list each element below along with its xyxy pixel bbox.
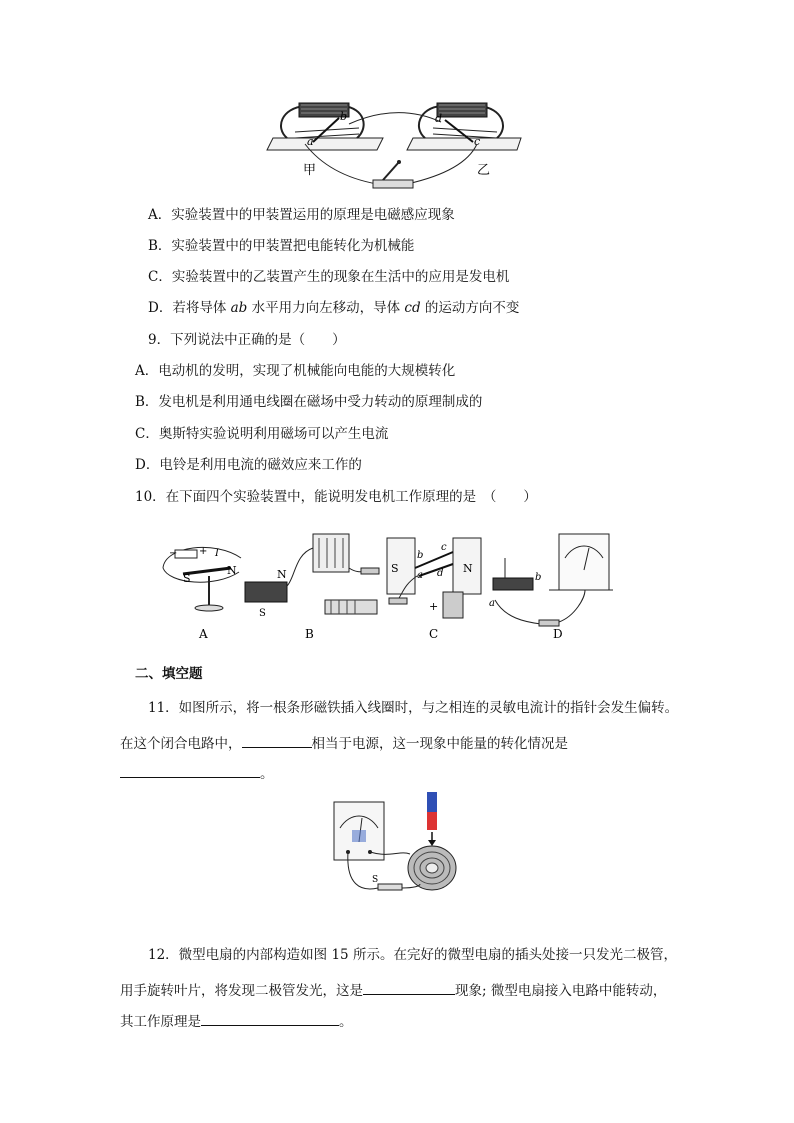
q12-line3-post: 。: [339, 1014, 353, 1030]
switch-lever: [383, 162, 399, 180]
q9-option-c: C．奥斯特实验说明利用磁场可以产生电流: [135, 426, 389, 442]
a-s: S: [183, 572, 191, 585]
d-b: b: [535, 572, 542, 583]
c-n: N: [463, 562, 473, 575]
q8-var-ab: ab: [230, 300, 248, 316]
a-plus: +: [199, 546, 208, 557]
label-b: b: [340, 110, 348, 123]
q11-figure: [330, 788, 480, 898]
q10-label-a: A: [199, 627, 208, 641]
a-current: I: [215, 548, 219, 559]
q8-option-a: A．实验装置中的甲装置运用的原理是电磁感应现象: [148, 207, 455, 223]
top-figure: [265, 98, 525, 190]
q12-line1: 12．微型电扇的内部构造如图 15 所示。在完好的微型电扇的插头处接一只发光二极管，: [148, 947, 677, 963]
bar-magnet-south: [427, 812, 437, 830]
q11-switch-label: S: [372, 875, 379, 885]
label-yi: 乙: [477, 163, 491, 178]
label-a: a: [307, 135, 314, 148]
q10-label-c: C: [429, 627, 439, 641]
left-base: [267, 138, 383, 150]
switch-base: [373, 180, 413, 188]
q11-line2-pre: 在这个闭合电路中，: [120, 736, 242, 752]
q11-line2-post: 相当于电源，这一现象中能量的转化情况是: [311, 736, 568, 752]
q10-stem: 10．在下面四个实验装置中，能说明发电机工作原理的是 （ ）: [135, 489, 537, 505]
q8-option-b: B．实验装置中的甲装置把电能转化为机械能: [148, 238, 415, 254]
q10-label-d: D: [553, 627, 563, 641]
bar-magnet-north: [427, 792, 437, 812]
q11-blank-1[interactable]: [242, 733, 312, 748]
c-a: a: [417, 570, 423, 581]
q10-label-b: B: [305, 627, 314, 641]
q11-switch: [378, 884, 402, 890]
c-plus: +: [429, 600, 439, 613]
label-c: c: [474, 135, 481, 148]
q11-line1: 11．如图所示，将一根条形磁铁插入线圈时，与之相连的灵敏电流计的指针会发生偏转。: [148, 700, 679, 716]
d-a: a: [489, 598, 495, 609]
c-d: d: [437, 568, 444, 579]
q9-option-a: A．电动机的发明，实现了机械能向电能的大规模转化: [135, 363, 456, 379]
q12-line3: [120, 1011, 353, 1031]
label-d: d: [435, 112, 443, 125]
q11-line3: [120, 763, 274, 783]
q8-option-d-mid: 水平用力向左移动，导体: [247, 300, 405, 316]
q11-line3-post: 。: [260, 766, 274, 782]
q8-var-cd: cd: [404, 300, 421, 316]
c-s: S: [391, 562, 399, 575]
c-c: c: [441, 542, 447, 553]
b-n: N: [277, 568, 287, 581]
q12-line2-post: 现象; 微型电扇接入电路中能转动，: [455, 983, 667, 999]
q11-line2: [120, 733, 568, 753]
q8-option-d: [148, 299, 519, 317]
a-minus: −: [169, 548, 178, 559]
label-jia: 甲: [303, 163, 317, 178]
q8-option-c: C．实验装置中的乙装置产生的现象在生活中的应用是发电机: [148, 269, 510, 285]
figure-b: [245, 534, 379, 619]
q12-blank-1[interactable]: [363, 980, 455, 995]
figure-a: [163, 546, 241, 611]
q9-stem: 9．下列说法中正确的是（ ）: [148, 332, 346, 348]
q8-option-d-pre: D．若将导体: [148, 300, 231, 316]
q12-line2-pre: 用手旋转叶片，将发现二极管发光，这是: [120, 983, 363, 999]
q11-blank-2[interactable]: [120, 763, 260, 778]
q8-option-d-post: 的运动方向不变: [420, 300, 520, 316]
q12-blank-2[interactable]: [201, 1011, 339, 1026]
q12-line2: [120, 980, 666, 1000]
q12-line3-pre: 其工作原理是: [120, 1014, 201, 1030]
figure-c: [387, 538, 481, 618]
right-base: [407, 138, 521, 150]
q9-option-b: B．发电机是利用通电线圈在磁场中受力转动的原理制成的: [135, 394, 483, 410]
figure-d: [489, 534, 613, 626]
q9-option-d: D．电铃是利用电流的磁效应来工作的: [135, 457, 362, 473]
q10-figure: [155, 528, 615, 646]
c-b: b: [417, 550, 424, 561]
a-n: N: [227, 564, 237, 577]
section-heading: 二、填空题: [135, 666, 203, 682]
b-s: S: [259, 608, 266, 619]
